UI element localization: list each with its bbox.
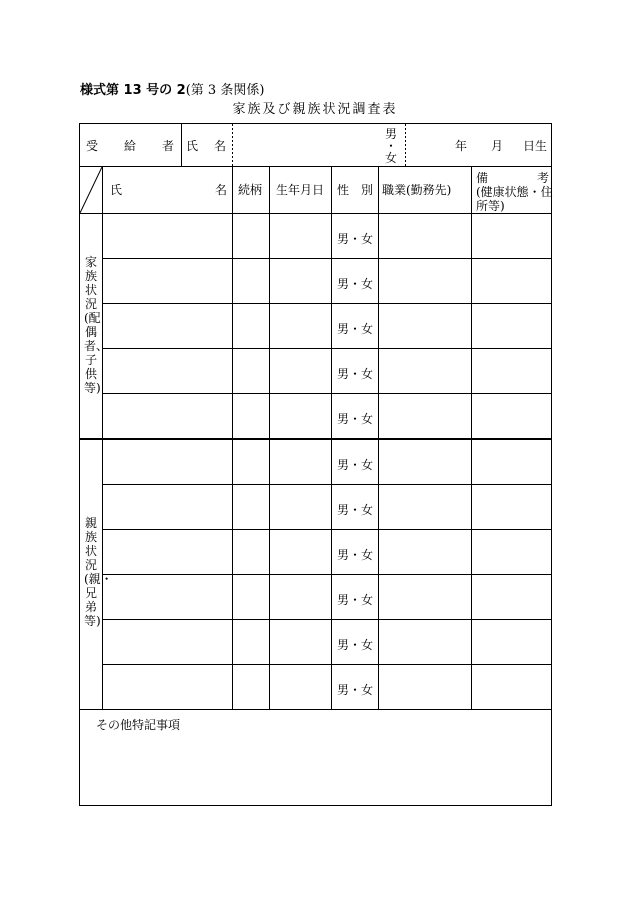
col-remarks-2: 考 (537, 171, 550, 185)
applicant-name-label-2: 名 (214, 139, 227, 153)
family-row-1-gender: 男・女 (336, 232, 373, 246)
col-occupation: 職業(勤務先) (382, 183, 452, 197)
form-number-article: (第 3 条関係) (185, 83, 265, 98)
relative-row-1-gender: 男・女 (336, 458, 373, 472)
family-row-4-gender: 男・女 (336, 367, 373, 381)
applicant-gender-male: 男 (385, 127, 398, 141)
col-birthdate: 生年月日 (276, 183, 325, 197)
col-remarks-1: 備 (476, 171, 489, 185)
col-name-2: 名 (215, 183, 228, 197)
relative-row-5-gender: 男・女 (336, 638, 373, 652)
applicant-gender-female: 女 (385, 151, 398, 165)
col-name-1: 氏 (110, 183, 123, 197)
relative-row-6-gender: 男・女 (336, 683, 373, 697)
relative-row-2-gender: 男・女 (336, 503, 373, 517)
section-family-label: 家族状況(配偶者、子供等) (84, 255, 109, 395)
col-remarks-sub-2: 所等) (476, 199, 505, 213)
birth-year-label: 年 (455, 139, 468, 153)
section-relatives-label: 親族状況(親・兄弟等) (84, 516, 113, 628)
col-relation: 続柄 (238, 183, 263, 197)
relative-row-3-gender: 男・女 (336, 548, 373, 562)
recipient-label-2: 給 (124, 139, 137, 153)
family-row-2-gender: 男・女 (336, 277, 373, 291)
col-remarks-sub-1: (健康状態・住 (476, 185, 553, 199)
page-title: 家族及び親族状況調査表 (232, 102, 398, 117)
col-gender: 性 別 (337, 183, 374, 197)
family-row-5-gender: 男・女 (336, 412, 373, 426)
family-row-3-gender: 男・女 (336, 322, 373, 336)
recipient-label-3: 者 (162, 139, 175, 153)
birth-month-label: 月 (491, 139, 504, 153)
form-border (80, 124, 552, 806)
form-number-main: 様式第 13 号の 2 (80, 83, 186, 98)
applicant-name-label-1: 氏 (186, 139, 199, 153)
applicant-gender-dot: ・ (385, 139, 398, 153)
relative-row-4-gender: 男・女 (336, 593, 373, 607)
recipient-label-1: 受 (86, 139, 99, 153)
other-notes-label: その他特記事項 (96, 718, 181, 732)
birth-day-label: 日生 (523, 139, 548, 153)
